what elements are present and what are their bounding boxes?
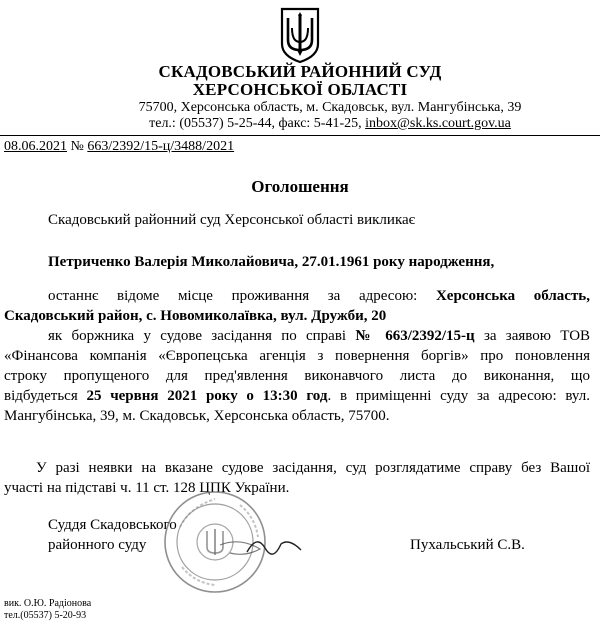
intro-text: Скадовський районний суд Херсонської області викликає xyxy=(48,212,416,228)
court-phones: тел.: (05537) 5-25-44, факс: 5-41-25, xyxy=(149,116,362,131)
case-line-1 xyxy=(4,326,590,346)
executor-phone: тел.(05537) 5-20-93 xyxy=(4,610,87,621)
signature-role-2: районного суду xyxy=(48,537,147,553)
hearing-line xyxy=(4,386,590,406)
header-divider xyxy=(0,135,600,136)
footer-info xyxy=(4,598,91,622)
hearing-date: 25 червня 2021 року о 13:30 год xyxy=(86,388,328,404)
document-number-sign: № xyxy=(70,139,84,154)
hearing-address: Мангубінська, 39, м. Скадовськ, Херсонська область, 75700. xyxy=(4,408,390,424)
executor-name: вик. О.Ю. Радіонова xyxy=(4,598,92,609)
court-email-link[interactable]: inbox@sk.ks.court.gov.ua xyxy=(365,116,511,131)
absence-line-2: участі на підставі ч. 11 ст. 128 ЦПК України. xyxy=(4,480,290,496)
case-number: № 663/2392/15-ц xyxy=(355,328,475,344)
residence-lead: останнє відоме місце проживання за адресою: xyxy=(48,288,418,304)
hearing-lead: відбудеться xyxy=(4,388,78,404)
case-lead: як боржника у судове засідання по справі xyxy=(48,328,347,344)
signature-scribble-icon xyxy=(245,530,305,560)
court-region: ХЕРСОНСЬКОЇ ОБЛАСТІ xyxy=(192,80,408,99)
coat-of-arms-icon xyxy=(279,6,321,64)
absence-line-1: У разі неявки на вказане судове засідання, суд розглядатиме справу без Вашої xyxy=(36,460,590,476)
court-name: СКАДОВСЬКИЙ РАЙОННИЙ СУД xyxy=(158,62,442,81)
residence-line-1 xyxy=(4,286,590,306)
residence-line-2: Скадовський район, с. Новомиколаївка, вул. Дружби, 20 xyxy=(4,308,387,324)
case-line-3: строку пропущеного для пред'явлення виконавчого листа до виконання, що xyxy=(4,368,590,384)
court-contacts xyxy=(0,115,600,132)
case-tail: за заявою ТОВ xyxy=(483,328,591,344)
hearing-tail: . в приміщенні суду за адресою: вул. xyxy=(327,388,590,404)
judge-name: Пухальський С.В. xyxy=(410,537,525,553)
case-line-2: «Фінансова компанія «Європецська агенція з повернення боргів» про поновлення xyxy=(4,348,590,364)
document-title: Оголошення xyxy=(251,177,349,196)
document-number: 663/2392/15-ц/3488/2021 xyxy=(87,139,235,154)
person-name: Петриченко Валерія Миколайовича, 27.01.1961 року народження, xyxy=(48,254,495,270)
residence-region: Херсонська область, xyxy=(435,288,590,304)
signature-role-1: Суддя Скадовського xyxy=(48,517,177,533)
document-date: 08.06.2021 xyxy=(4,139,67,154)
document-reference xyxy=(4,139,234,155)
court-address: 75700, Херсонська область, м. Скадовськ, вул. Мангубінська, 39 xyxy=(138,100,522,115)
